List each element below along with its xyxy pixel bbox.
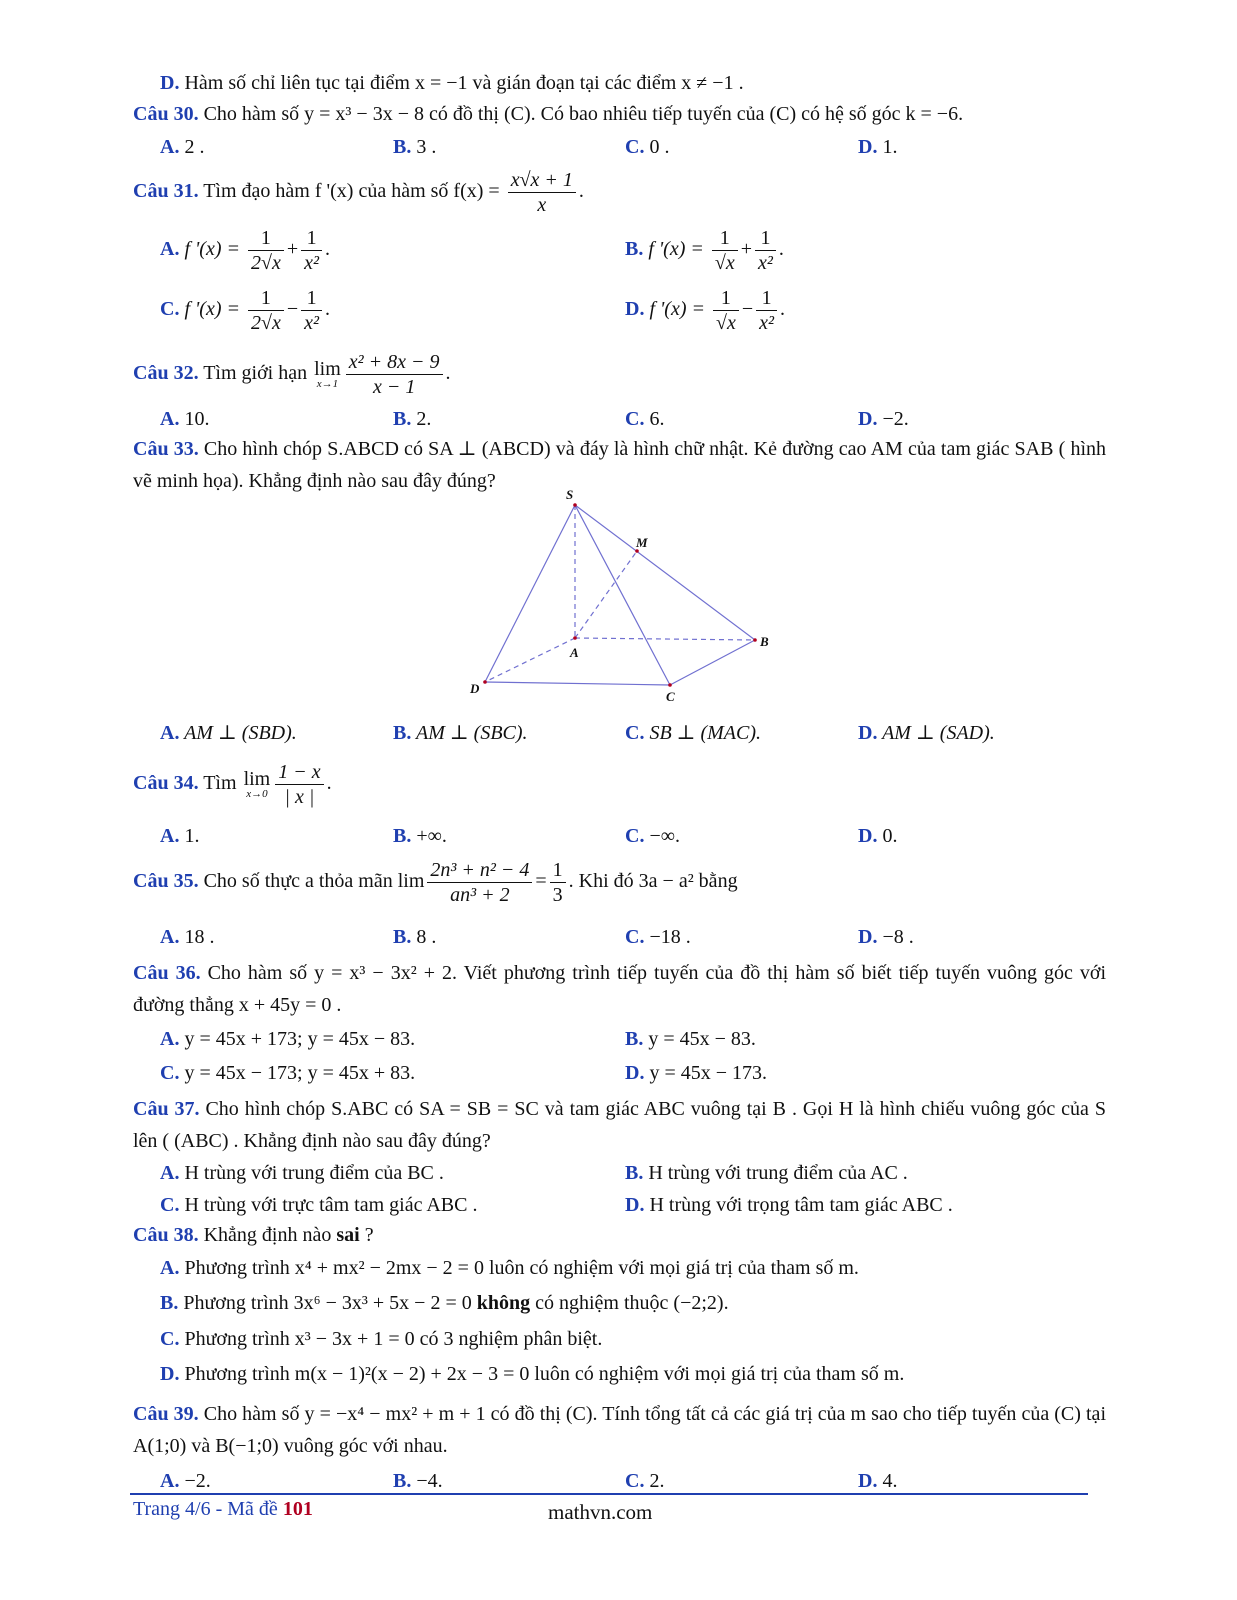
q33-option-c: C. SB ⊥ (MAC). [625, 722, 762, 744]
label-b: B [760, 634, 769, 649]
label-s: S [566, 487, 574, 502]
q31-option-c: C. f '(x) = $\frac{1}{2√x}$ − $\frac{1}{\text{x²}}$ . [160, 287, 330, 334]
q34-option-b: B. +∞. [393, 825, 447, 847]
q39-option-c: C. 2. [625, 1470, 665, 1492]
question-39: Câu 39. Cho hàm số y = −x⁴ − mx² + m + 1 có đồ thị (C). Tính tổng tất cả các giá trị của m sao cho tiếp tuyến của (C) tại A(1;0) và B(−1;0) vuông góc với nhau. [133, 1403, 1106, 1457]
label-d: D [470, 681, 480, 696]
question-32: Câu 32. Tìm giới hạn lim x→1 $\frac{\text{x² + 8x − 9}}{x - 1}$ . [133, 351, 451, 398]
q35-option-d: D. −8 . [858, 926, 914, 948]
question-33: Câu 33. Cho hình chóp S.ABCD có SA ⊥ (ABCD) và đáy là hình chữ nhật. Kẻ đường cao AM của tam giác SAB ( hình vẽ minh họa). Khẳng định nào sau đây đúng? [133, 438, 1107, 492]
q35-option-b: B. 8 . [393, 926, 437, 948]
q36-option-c: C. y = 45x − 173; y = 45x + 83. [160, 1062, 416, 1084]
q36-option-d: D. y = 45x − 173. [625, 1062, 768, 1084]
q39-option-d: D. 4. [858, 1470, 898, 1492]
q34-option-a: A. 1. [160, 825, 200, 847]
question-31: Câu 31. Tìm đạo hàm f '(x) của hàm số f(x) = $\frac{x√x + 1}{x}$ . [133, 169, 584, 216]
q31-option-b: B. f '(x) = $\frac{1}{√x}$ + $\frac{1}{\text{x²}}$ . [625, 227, 784, 274]
question-34: Câu 34. Tìm lim x→0 $\frac{1 - x}{| x |}$ . [133, 761, 332, 808]
q32-option-c: C. 6. [625, 408, 665, 430]
q38-option-c: C. Phương trình x³ − 3x + 1 = 0 có 3 nghiệm phân biệt. [160, 1328, 603, 1350]
q33-option-d: D. AM ⊥ (SAD). [858, 722, 995, 744]
q31-fraction: $\frac{x√x + 1}{x}$ [508, 168, 576, 217]
q37-option-b: B. H trùng với trung điểm của AC . [625, 1162, 908, 1184]
footer-divider [130, 1493, 1088, 1495]
q32-option-a: A. 10. [160, 408, 210, 430]
q31-option-a: A. f '(x) = $\frac{1}{2√x}$ + $\frac{1}{\text{x²}}$ . [160, 227, 330, 274]
footer-site: mathvn.com [548, 1500, 653, 1524]
q37-option-d: D. H trùng với trọng tâm tam giác ABC . [625, 1194, 953, 1216]
q35-option-c: C. −18 . [625, 926, 691, 948]
q36-option-b: B. y = 45x − 83. [625, 1028, 756, 1050]
pyramid-figure [460, 485, 780, 710]
q33-option-b: B. AM ⊥ (SBC). [393, 722, 528, 744]
label-c: C [666, 689, 675, 704]
q38-option-a: A. Phương trình x⁴ + mx² − 2mx − 2 = 0 luôn có nghiệm với mọi giá trị của tham số m. [160, 1257, 859, 1279]
q34-option-c: C. −∞. [625, 825, 680, 847]
q30-option-a: A. 2 . [160, 136, 205, 158]
q38-option-b: B. Phương trình 3x⁶ − 3x³ + 5x − 2 = 0 không có nghiệm thuộc (−2;2). [160, 1292, 729, 1314]
label-a: A [570, 645, 579, 660]
q39-option-a: A. −2. [160, 1470, 211, 1492]
q36-option-a: A. y = 45x + 173; y = 45x − 83. [160, 1028, 416, 1050]
question-38: Câu 38. Khẳng định nào sai ? [133, 1224, 374, 1246]
q38-option-d: D. Phương trình m(x − 1)²(x − 2) + 2x − 3 = 0 luôn có nghiệm với mọi giá trị của tham số m. [160, 1363, 905, 1385]
question-37: Câu 37. Cho hình chóp S.ABC có SA = SB = SC và tam giác ABC vuông tại B . Gọi H là hình chiếu vuông góc của S lên ( (ABC) . Khẳng định nào sau đây đúng? [133, 1098, 1106, 1152]
q32-option-b: B. 2. [393, 408, 432, 430]
q37-option-a: A. H trùng với trung điểm của BC . [160, 1162, 444, 1184]
q29-option-d: D. Hàm số chỉ liên tục tại điểm x = −1 và gián đoạn tại các điểm x ≠ −1 . [160, 72, 744, 94]
q31-option-d: D. f '(x) = $\frac{1}{√x}$ − $\frac{1}{\text{x²}}$ . [625, 287, 785, 334]
label-m: M [636, 535, 648, 550]
question-35: Câu 35. Cho số thực a thỏa mãn lim $\frac{\text{2n³ + n² − 4}}{\text{an³ + 2}}$ = $\frac{1}{3}$ . Khi đó 3a − a² bằng [133, 859, 738, 906]
footer-page-info: Trang 4/6 - Mã đề 101 [133, 1498, 313, 1520]
question-36: Câu 36. Cho hàm số y = x³ − 3x² + 2. Viết phương trình tiếp tuyến của đồ thị hàm số biết tiếp tuyến vuông góc với đường thẳng x + 45y = 0 . [133, 962, 1107, 1016]
q30-option-d: D. 1. [858, 136, 898, 158]
question-30: Câu 30. Cho hàm số y = x³ − 3x − 8 có đồ thị (C). Có bao nhiêu tiếp tuyến của (C) có hệ số góc k = −6. [133, 103, 964, 125]
q37-option-c: C. H trùng với trực tâm tam giác ABC . [160, 1194, 478, 1216]
q39-option-b: B. −4. [393, 1470, 443, 1492]
q32-option-d: D. −2. [858, 408, 909, 430]
q35-option-a: A. 18 . [160, 926, 215, 948]
q30-option-b: B. 3 . [393, 136, 437, 158]
q30-option-c: C. 0 . [625, 136, 670, 158]
q33-option-a: A. AM ⊥ (SBD). [160, 722, 297, 744]
q34-option-d: D. 0. [858, 825, 898, 847]
